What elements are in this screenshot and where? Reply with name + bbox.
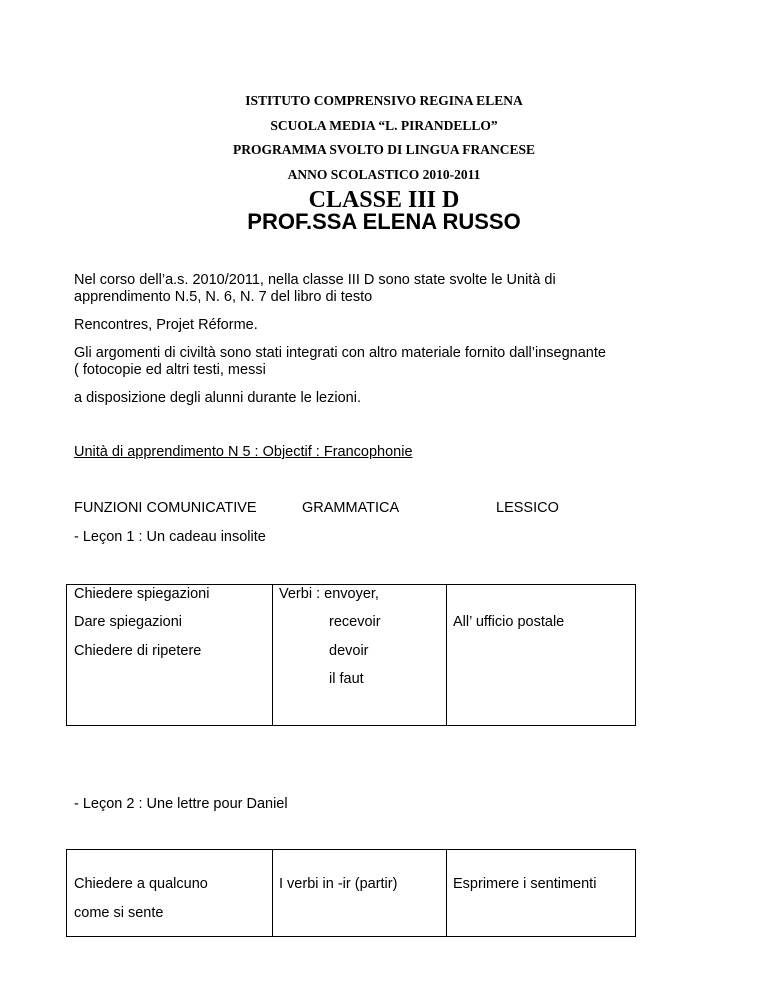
lesson2-lexicon: Esprimere i sentimenti: [453, 876, 597, 892]
program-title: PROGRAMMA SVOLTO DI LINGUA FRANCESE: [232, 142, 536, 157]
table-divider: [272, 585, 273, 725]
lesson1-lexicon: All’ ufficio postale: [453, 614, 565, 630]
lesson1-grammar: devoir: [329, 643, 369, 659]
lesson2-grammar: I verbi in -ir (partir): [279, 876, 398, 892]
intro-line-4: ( fotocopie ed altri testi, messi: [74, 362, 266, 378]
intro-line-2: apprendimento N.5, N. 6, N. 7 del libro di testo: [74, 289, 373, 305]
lesson2-table: [66, 849, 636, 937]
lesson1-function: Chiedere di ripetere: [74, 643, 202, 659]
unit-title: Unità di apprendimento N 5 : Objectif : Francophonie: [74, 444, 413, 460]
column-heading-lexicon: LESSICO: [496, 500, 559, 516]
school-year: ANNO SCOLASTICO 2010-2011: [287, 167, 481, 182]
intro-line-3: Gli argomenti di civiltà sono stati integrati con altro materiale fornito dall’insegnante: [74, 345, 606, 361]
school-subtitle: SCUOLA MEDIA “L. PIRANDELLO”: [270, 118, 498, 133]
table-divider: [446, 850, 447, 936]
lesson1-title: - Leçon 1 : Un cadeau insolite: [74, 529, 266, 545]
lesson1-grammar: recevoir: [329, 614, 381, 630]
lesson1-function: Dare spiegazioni: [74, 614, 183, 630]
table-divider: [272, 850, 273, 936]
lesson2-function: Chiedere a qualcuno: [74, 876, 208, 892]
lesson2-title: - Leçon 2 : Une lettre pour Daniel: [74, 796, 288, 812]
school-name: ISTITUTO COMPRENSIVO REGINA ELENA: [245, 93, 523, 108]
class-title: CLASSE III D: [308, 187, 460, 213]
column-heading-grammar: GRAMMATICA: [302, 500, 400, 516]
lesson1-grammar: Verbi : envoyer,: [279, 586, 379, 602]
column-heading-functions: FUNZIONI COMUNICATIVE: [74, 500, 257, 516]
teacher-name: PROF.SSA ELENA RUSSO: [247, 209, 521, 234]
table-divider: [446, 585, 447, 725]
intro-line-1: Nel corso dell’a.s. 2010/2011, nella classe III D sono state svolte le Unità di: [74, 272, 556, 288]
lesson1-grammar: il faut: [329, 671, 364, 687]
lesson1-function: Chiedere spiegazioni: [74, 586, 210, 602]
intro-textbook: Rencontres, Projet Réforme.: [74, 317, 258, 333]
lesson2-function: come si sente: [74, 905, 164, 921]
lesson1-table: [66, 584, 636, 726]
intro-line-5: a disposizione degli alunni durante le lezioni.: [74, 390, 361, 406]
